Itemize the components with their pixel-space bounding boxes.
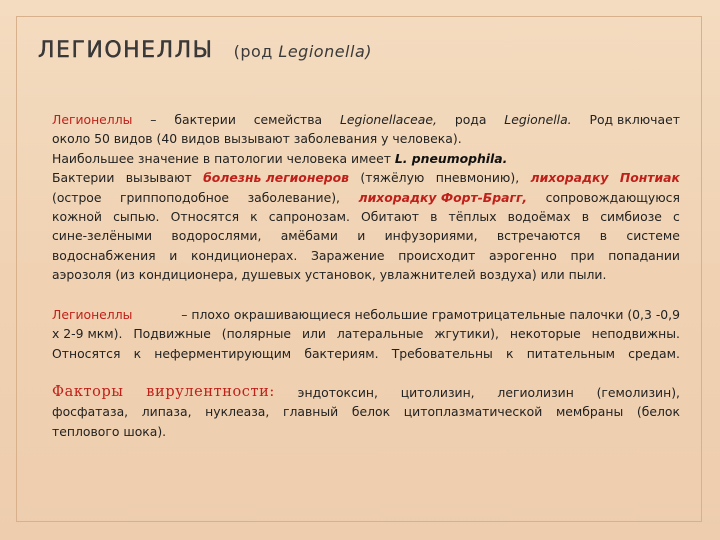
species-name: L. pneumophila. (394, 150, 508, 166)
word: Обитают (361, 208, 419, 224)
slide-title: ЛЕГИОНЕЛЛЫ (38, 38, 214, 63)
text-line (52, 149, 680, 168)
word: вызывают (125, 170, 192, 186)
text-line (52, 168, 680, 187)
word: при (570, 247, 595, 263)
text-line (52, 129, 680, 148)
word: гриппоподобное (120, 189, 230, 205)
paragraph-virulence (52, 383, 680, 441)
word: инфузориями, (384, 228, 478, 244)
text-line (52, 402, 680, 421)
word: или (301, 326, 326, 342)
word: бактериям. (304, 345, 379, 361)
word: Бактерии (52, 170, 115, 186)
word: бактерии (174, 112, 236, 127)
virulence-label-b: вирулентности: (146, 384, 275, 400)
word: кондиционерах. (190, 247, 298, 263)
word: тёплых (448, 208, 497, 224)
word: к (250, 208, 258, 224)
text-line (52, 422, 680, 441)
word: водорослями, (171, 228, 262, 244)
word: Относятся (52, 345, 121, 361)
word: системе (626, 228, 680, 244)
word: (гемолизин), (596, 385, 680, 400)
word: Заражение (310, 247, 385, 263)
text-line (52, 188, 680, 207)
word: неферментирующим (154, 345, 292, 361)
title-row (38, 38, 372, 78)
subtitle-genus: Legionella) (278, 42, 372, 61)
word: цитолизин, (400, 385, 475, 400)
word: в (599, 228, 608, 244)
term-legionella: Легионеллы (52, 307, 133, 322)
text-line (52, 383, 680, 402)
word: (белок (636, 404, 680, 420)
word: – (150, 112, 157, 127)
word: и (357, 228, 366, 244)
virulence-label-a: Факторы (52, 384, 124, 400)
word: белок (351, 404, 391, 420)
word: симбиозе (600, 208, 662, 224)
word: латеральные (336, 326, 424, 342)
word: водоснабжения (52, 247, 156, 263)
genus-name: Legionella. (504, 112, 572, 127)
word: сопровождающуюся (545, 189, 680, 205)
disease-pontiac: Понтиак (619, 170, 680, 186)
word: неподвижны. (591, 326, 680, 342)
disease-fever: лихорадку (530, 170, 609, 186)
text-line (52, 265, 680, 284)
text-line (52, 226, 680, 245)
word: Требовательны (391, 345, 493, 361)
word: рода (454, 112, 487, 127)
word: легиолизин (497, 385, 574, 400)
word: заболевание), (247, 189, 340, 205)
slide-subtitle (234, 42, 372, 61)
disease-legionnaires: болезнь легионеров (203, 170, 350, 186)
word: нуклеаза, (205, 404, 270, 420)
word: к (133, 345, 142, 361)
word: с (673, 208, 680, 224)
text-line (52, 305, 680, 324)
text-run: – плохо окрашивающиеся небольшие грамотрицательные палочки (0,3 -0,9 (181, 307, 680, 322)
text-run: теплового шока). (52, 423, 167, 439)
text-run: аэрозоля (из кондиционера, душевых установок, увлажнителей воздуха) или пыли. (52, 267, 607, 283)
word: (полярные (221, 326, 292, 342)
word: и (169, 247, 178, 263)
word: в (581, 208, 590, 224)
word: амёбами (280, 228, 338, 244)
word: фосфатаза, (52, 404, 129, 420)
text-line (52, 110, 680, 129)
word: Подвижные (133, 326, 211, 342)
word: встречаются (496, 228, 581, 244)
word: семейства (253, 112, 323, 127)
family-name: Legionellaceae, (340, 112, 437, 127)
term-legionella: Легионеллы (52, 112, 133, 127)
text-line (52, 344, 680, 363)
word: некоторые (509, 326, 581, 342)
text-line (52, 207, 680, 226)
word: происходит (398, 247, 476, 263)
subtitle-prefix: (род (233, 42, 273, 61)
word: в (430, 208, 438, 224)
paragraph-morphology (52, 305, 680, 363)
word: Относятся (170, 208, 240, 224)
text-run: около 50 видов (40 видов вызывают заболевания у человека). (52, 131, 462, 147)
word: к (506, 345, 514, 361)
word: мембраны (555, 404, 624, 420)
word: главный (282, 404, 339, 420)
word: аэрогенно (489, 247, 557, 263)
word: кожной (52, 208, 102, 224)
text-run: Наибольшее значение в патологии человека имеет (52, 150, 395, 166)
word: сыпью. (113, 208, 160, 224)
word: (тяжёлую (360, 170, 425, 186)
paragraph-description (52, 110, 680, 285)
text-line (52, 246, 680, 265)
word: Род включает (589, 112, 680, 127)
word: цитоплазматической (403, 404, 543, 420)
word: пневмонию), (435, 170, 520, 186)
word: (острое (52, 189, 102, 205)
word: сине-зелёными (52, 228, 153, 244)
word: попадании (608, 247, 680, 263)
disease-fort-bragg: лихорадку Форт-Брагг, (358, 189, 528, 205)
word: х 2-9 мкм). (52, 326, 123, 342)
word: питательным (526, 345, 615, 361)
word: жгутики), (434, 326, 499, 342)
word: липаза, (141, 404, 192, 420)
text-line (52, 324, 680, 343)
word: средам. (628, 345, 680, 361)
word: водоёмах (507, 208, 571, 224)
word: эндотоксин, (297, 385, 378, 400)
word: сапронозам. (268, 208, 350, 224)
